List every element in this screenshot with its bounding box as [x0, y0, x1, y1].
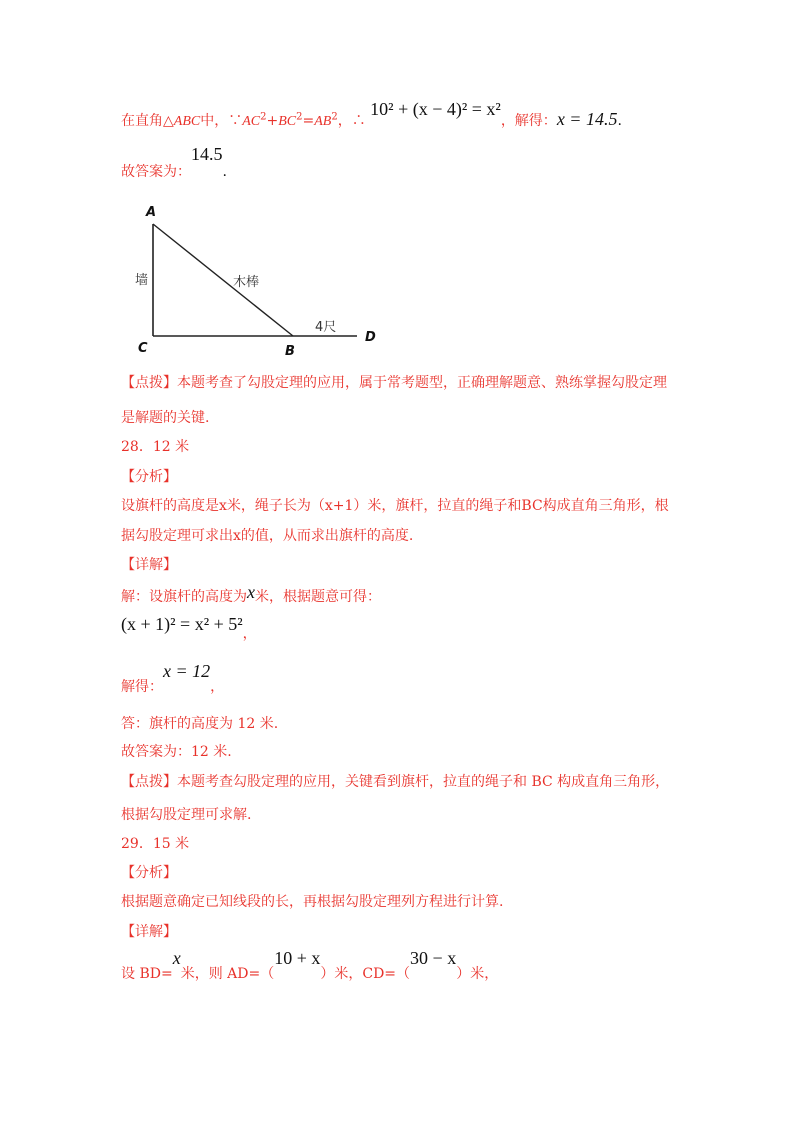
ad-expression: 10 + x: [274, 948, 321, 968]
text: 解：设旗杆的高度为: [121, 589, 247, 605]
text: 米，根据题意可得：: [255, 589, 381, 605]
segment-ab: AB: [314, 114, 332, 129]
label-c: C: [138, 341, 148, 356]
comment2-line-2: 根据勾股定理可求解.: [121, 807, 252, 823]
text: .: [617, 113, 622, 129]
cd-expression: 30 − x: [410, 948, 457, 968]
equation-pythagoras: 10² + (x − 4)² = x²: [370, 99, 501, 119]
triangle-figure: [133, 200, 393, 360]
label-b: B: [285, 344, 295, 359]
label-stick: 木棒: [233, 275, 260, 290]
comment-line-1: 【点拨】本题考查了勾股定理的应用，属于常考题型，正确理解题意、熟练掌握勾股定理: [121, 375, 667, 391]
answer-statement: 答：旗杆的高度为 12 米.: [121, 716, 279, 732]
text: ，: [242, 626, 257, 642]
answer-line-28: 故答案为：12 米.: [121, 744, 232, 760]
label-four-chi: 4尺: [315, 320, 337, 335]
analysis-line-1: 设旗杆的高度是x米，绳子长为（x+1）米，旗杆，拉直的绳子和BC构成直角三角形，根: [121, 498, 669, 514]
text: =: [302, 113, 315, 129]
segment-ac: AC: [242, 114, 261, 129]
stick-line: [153, 224, 293, 336]
text: ，解得：: [500, 113, 557, 129]
text: 米，则 AD=（: [180, 966, 275, 982]
solve-line: [121, 661, 225, 697]
text: 在直角△: [121, 113, 174, 129]
comment-line-2: 是解题的关键.: [121, 410, 210, 426]
equation: (x + 1)² = x² + 5²: [121, 614, 243, 634]
text: 解得：: [121, 679, 163, 695]
text: .: [222, 164, 227, 180]
superscript: 2: [331, 111, 338, 123]
text: 设 BD=: [121, 966, 173, 982]
analysis2-heading: 【分析】: [121, 865, 177, 881]
text: 中，∵: [200, 113, 243, 129]
text: +: [266, 113, 279, 129]
segment-bc: BC: [278, 114, 297, 129]
analysis-heading: 【分析】: [121, 469, 177, 485]
analysis2-line-1: 根据题意确定已知线段的长，再根据勾股定理列方程进行计算.: [121, 894, 504, 910]
variable-x: x: [172, 948, 181, 968]
equation-line: [121, 614, 257, 642]
variable-x: x: [247, 582, 255, 602]
text: ，: [210, 679, 225, 695]
triangle-name: ABC: [173, 114, 201, 129]
solution-value: x = 14.5: [556, 109, 618, 129]
answer-value: 14.5: [191, 144, 223, 164]
solution-value: x = 12: [163, 661, 211, 681]
superscript: 2: [296, 111, 303, 123]
label-d: D: [365, 330, 376, 345]
question-29-answer: 29．15 米: [121, 836, 190, 852]
text: ）米，CD=（: [320, 966, 411, 982]
text: ，∴: [337, 113, 366, 129]
text: ）米，: [456, 966, 499, 982]
label-wall: 墙: [135, 273, 149, 288]
text: 故答案为：: [121, 164, 191, 180]
label-a: A: [146, 205, 157, 220]
analysis-line-2: 据勾股定理可求出x的值，从而求出旗杆的高度.: [121, 528, 414, 544]
detail-heading: 【详解】: [121, 557, 177, 573]
answer-line: [121, 144, 227, 182]
last-line: [121, 948, 499, 984]
superscript: 2: [260, 111, 267, 123]
solution-line-1: [121, 99, 622, 132]
detail2-heading: 【详解】: [121, 924, 177, 940]
comment2-line-1: 【点拨】本题考查勾股定理的应用，关键看到旗杆，拉直的绳子和 BC 构成直角三角形，: [121, 774, 670, 790]
question-28-answer: 28．12 米: [121, 439, 190, 455]
solution-intro: [121, 582, 381, 607]
